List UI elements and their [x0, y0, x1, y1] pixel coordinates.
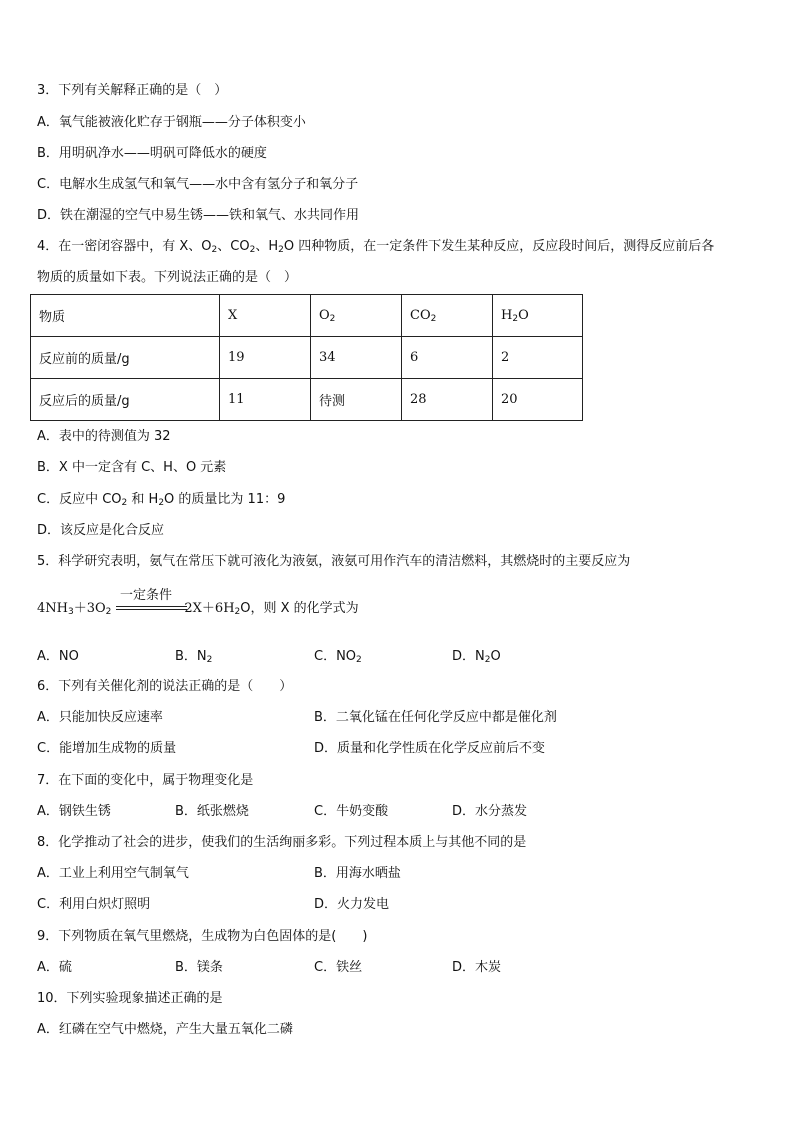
- q9-option-d: D．木炭: [452, 960, 502, 975]
- table-header-row: [31, 295, 583, 337]
- q3-option-c: C．电解水生成氢气和氧气——水中含有氢分子和氧分子: [37, 177, 359, 192]
- table-cell: 反应后的质量/g: [31, 379, 220, 421]
- q3-option-b: B．用明矾净水——明矾可降低水的硬度: [37, 146, 267, 161]
- q9-option-a: A．硫: [37, 960, 72, 975]
- reaction-equation: [37, 584, 597, 628]
- q5-stem: 5．科学研究表明，氨气在常压下就可液化为液氨，液氨可用作汽车的清洁燃料，其燃烧时的主要反应为: [37, 554, 631, 569]
- q9-option-c: C．铁丝: [314, 960, 363, 975]
- q6-stem: 6．下列有关催化剂的说法正确的是（ ）: [37, 679, 293, 694]
- q6-option-c: C．能增加生成物的质量: [37, 741, 177, 756]
- q7-option-c: C．牛奶变酸: [314, 804, 389, 819]
- table-cell: 11: [220, 379, 311, 421]
- table-row: [31, 379, 583, 421]
- table-cell: 6: [402, 337, 493, 379]
- q9-option-b: B．镁条: [175, 960, 223, 975]
- q7-option-d: D．水分蒸发: [452, 804, 528, 819]
- q6-option-a: A．只能加快反应速率: [37, 710, 163, 725]
- q5-option-b: B．$N_2$: [175, 649, 213, 665]
- q7-stem: 7．在下面的变化中，属于物理变化是: [37, 773, 254, 788]
- q6-option-b: B．二氧化锰在任何化学反应中都是催化剂: [314, 710, 557, 725]
- q8-option-a: A．工业上利用空气制氧气: [37, 866, 189, 881]
- table-cell: $H_2O$: [493, 295, 583, 337]
- q8-option-c: C．利用白炽灯照明: [37, 897, 151, 912]
- table-cell: $CO_2$: [402, 295, 493, 337]
- q8-option-b: B．用海水晒盐: [314, 866, 401, 881]
- q10-option-a: A．红磷在空气中燃烧，产生大量五氧化二磷: [37, 1022, 293, 1037]
- q7-option-b: B．纸张燃烧: [175, 804, 249, 819]
- table-cell: 反应前的质量/g: [31, 337, 220, 379]
- table-cell: X: [220, 295, 311, 337]
- q5-option-a: A．NO: [37, 649, 79, 664]
- q5-option-d: D．$N_2O$: [452, 649, 501, 665]
- q9-stem: 9．下列物质在氧气里燃烧，生成物为白色固体的是( ): [37, 929, 368, 944]
- q4-stem-line2: 物质的质量如下表。下列说法正确的是（ ）: [37, 270, 298, 285]
- table-cell: 19: [220, 337, 311, 379]
- q3-option-a: A．氧气能被液化贮存于钢瓶——分子体积变小: [37, 115, 306, 130]
- table-cell: 待测: [311, 379, 402, 421]
- table-cell: $O_2$: [311, 295, 402, 337]
- q4-option-d: D．该反应是化合反应: [37, 523, 165, 538]
- q4-stem-line1: 4．在一密闭容器中，有 X、$O_2$、$CO_2$、$H_2O$ 四种物质，在一定条件下发生某种反应，反应段时间后，测得反应前后各: [37, 239, 715, 255]
- q4-option-b: B．X 中一定含有 C、H、O 元素: [37, 460, 227, 475]
- q3-option-d: D．铁在潮湿的空气中易生锈——铁和氧气、水共同作用: [37, 208, 360, 223]
- table-cell: 34: [311, 337, 402, 379]
- q4-option-c: C．反应中 $CO_2$ 和 $H_2O$ 的质量比为 11：9: [37, 492, 286, 508]
- table-cell: 物质: [31, 295, 220, 337]
- mass-table: [30, 294, 583, 421]
- q3-stem: 3．下列有关解释正确的是（ ）: [37, 83, 228, 98]
- equation-text: $4NH_3+3O_2$ $2X+6H_2O$，则 X 的化学式为: [37, 601, 359, 617]
- table-cell: 28: [402, 379, 493, 421]
- q10-stem: 10．下列实验现象描述正确的是: [37, 991, 223, 1006]
- q4-option-a: A．表中的待测值为 32: [37, 429, 171, 444]
- table-cell: 20: [493, 379, 583, 421]
- table-cell: 2: [493, 337, 583, 379]
- q5-option-c: C．$NO_2$: [314, 649, 362, 665]
- q8-option-d: D．火力发电: [314, 897, 390, 912]
- q7-option-a: A．钢铁生锈: [37, 804, 111, 819]
- q8-stem: 8．化学推动了社会的进步，使我们的生活绚丽多彩。下列过程本质上与其他不同的是: [37, 835, 527, 850]
- table-row: [31, 337, 583, 379]
- q6-option-d: D．质量和化学性质在化学反应前后不变: [314, 741, 546, 756]
- reaction-condition: 一定条件: [120, 588, 173, 603]
